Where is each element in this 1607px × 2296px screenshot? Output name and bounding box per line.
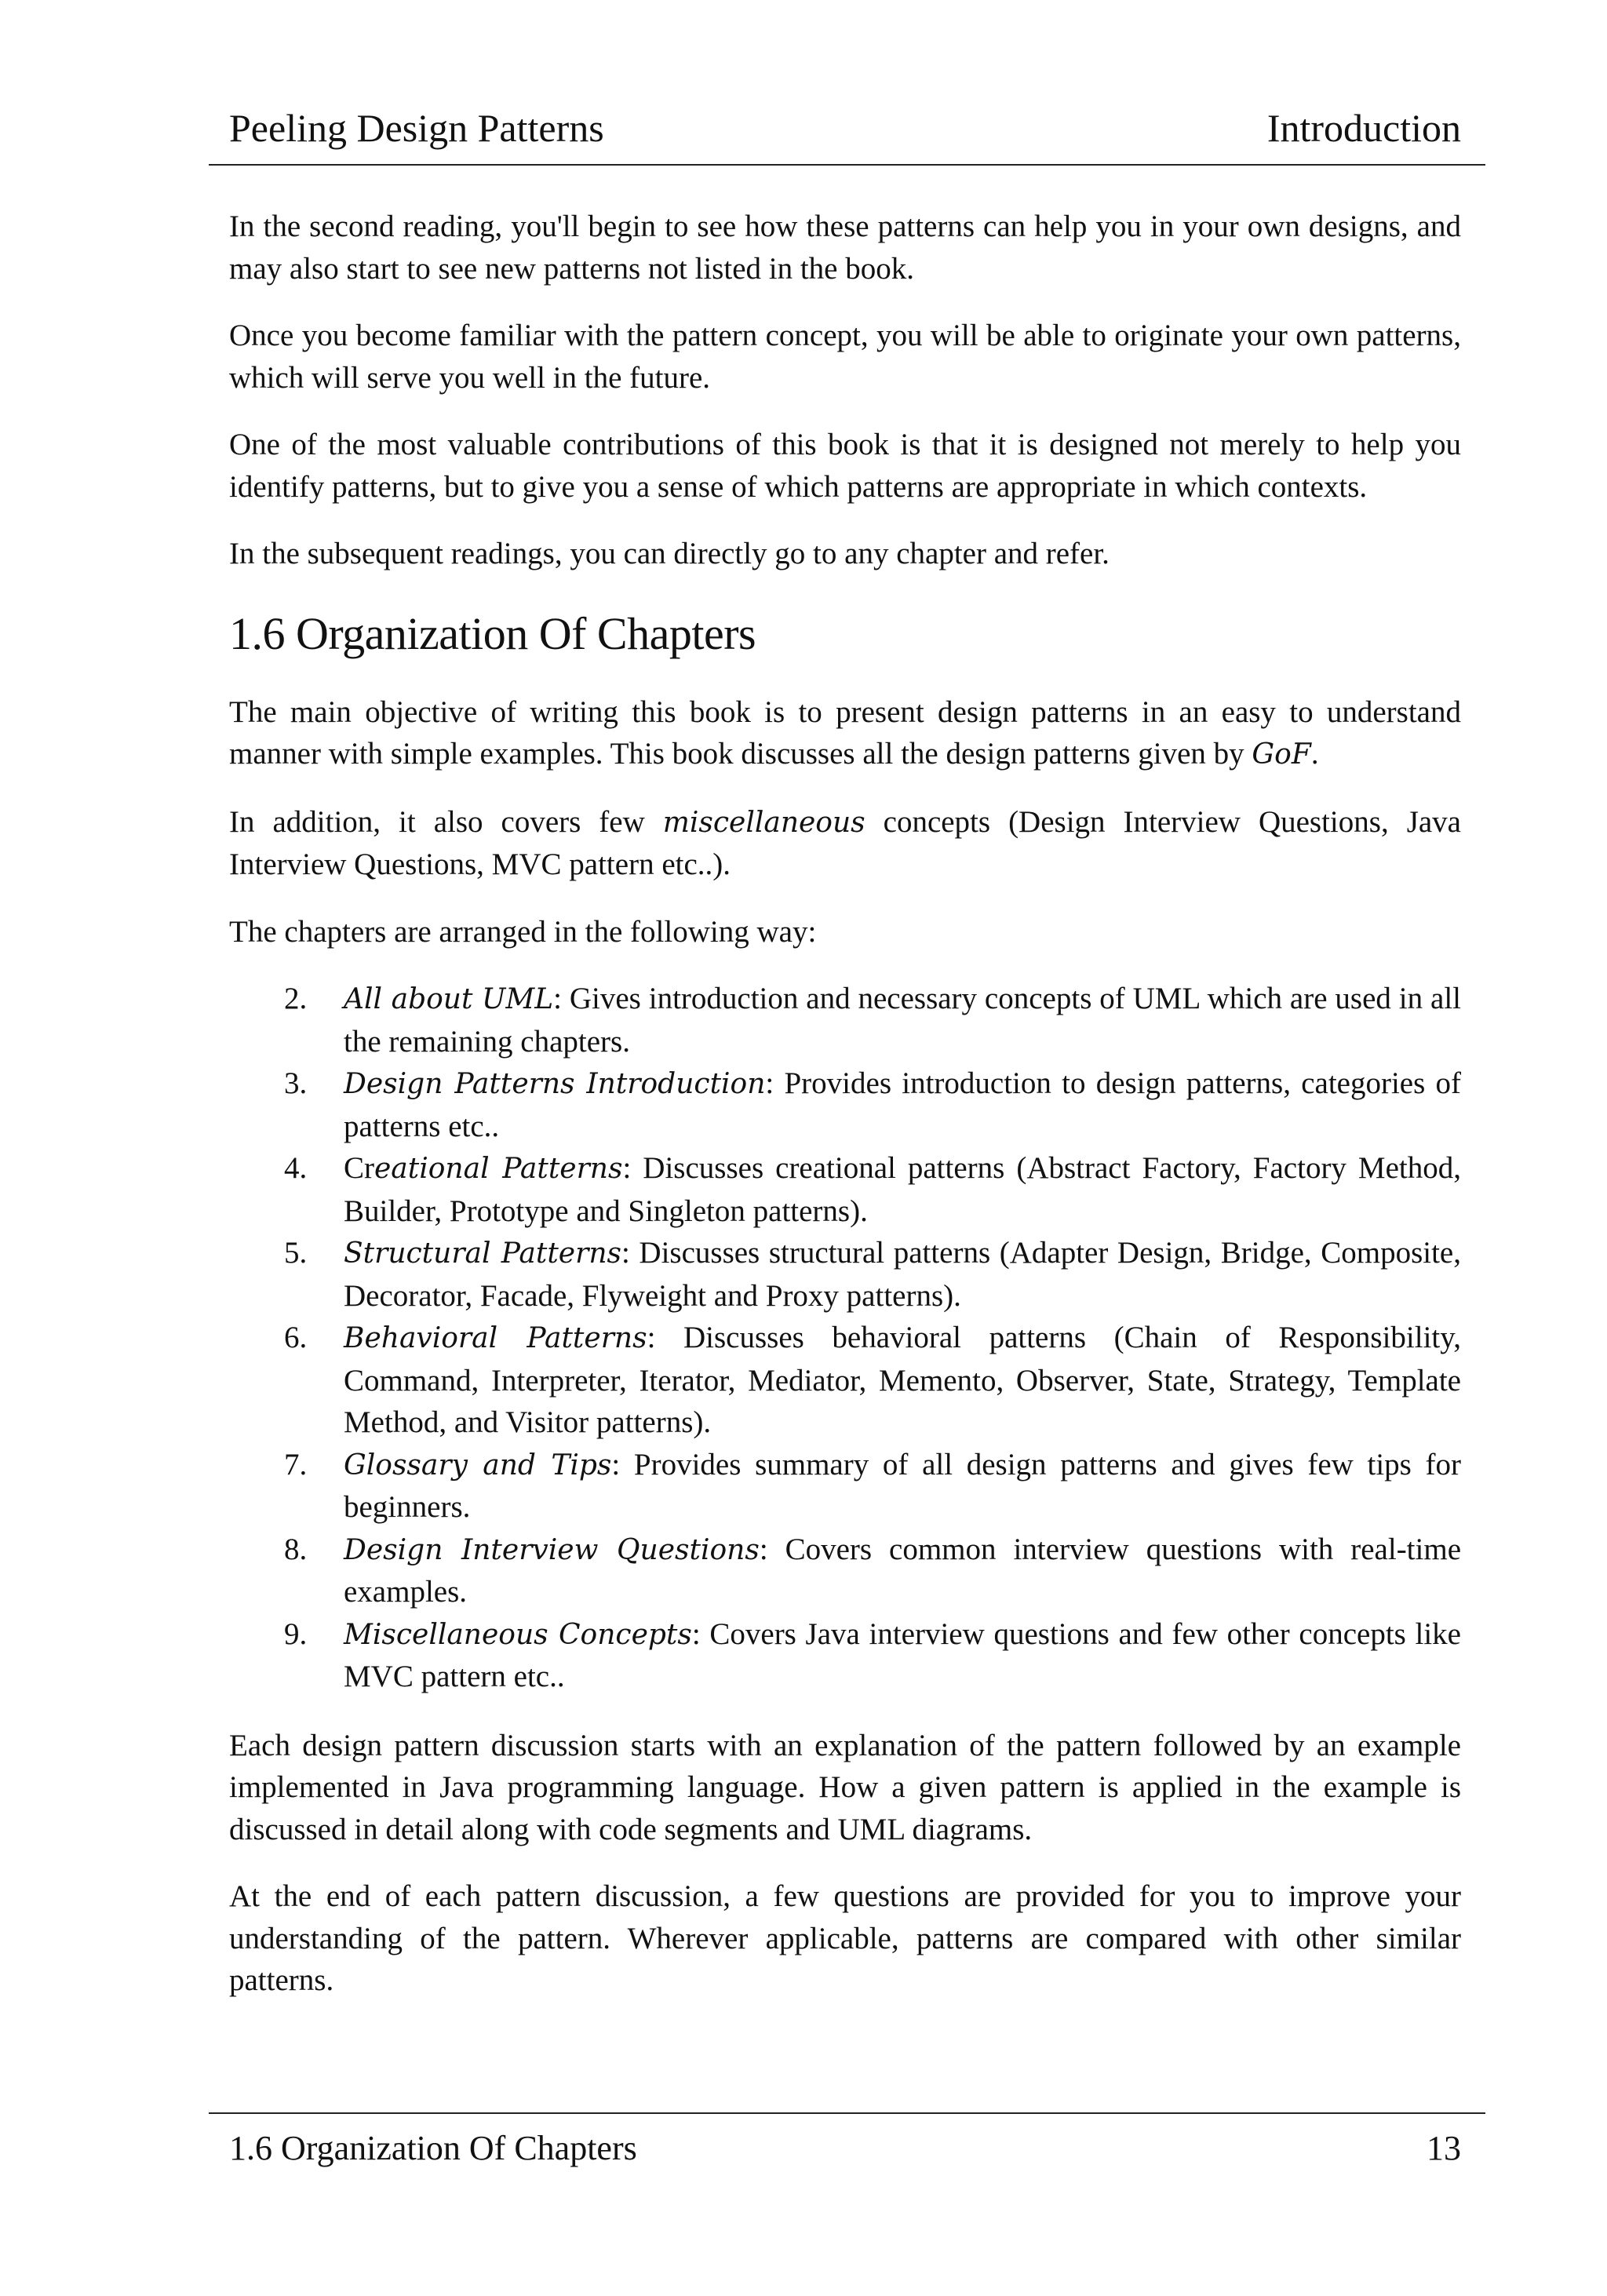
paragraph-text: In addition, it also covers few [229, 804, 663, 839]
list-item-desc: : Gives introduction and necessary concepts of UML which are used in all the remaining chapters. [344, 982, 1461, 1059]
list-item-desc: : Provides summary of all design patterns and gives few tips for beginners. [344, 1447, 1461, 1524]
running-footer [229, 2123, 1461, 2174]
emphasis-gof: GoF [1252, 738, 1311, 771]
list-item-number: 8. [284, 1532, 308, 1566]
section-heading [229, 607, 1461, 661]
footer-divider [209, 2112, 1485, 2114]
footer-section-label: 1.6 Organization Of Chapters [229, 2129, 637, 2167]
list-item-name: Behavioral Patterns [344, 1322, 647, 1354]
section-number: 1.6 [229, 607, 285, 659]
paragraph: One of the most valuable contributions of this book is that it is designed not merely to help you identify patterns, but to give you a sense of which patterns are appropriate in which contexts. [229, 428, 1461, 504]
list-item [229, 978, 1461, 1062]
list-item-desc: : Provides introduction to design patterns, categories of patterns etc.. [344, 1066, 1462, 1143]
list-item-number: 7. [284, 1447, 308, 1481]
list-item [229, 1232, 1461, 1317]
list-item-number: 5. [284, 1236, 308, 1270]
list-item-desc: : Covers Java interview questions and few other concepts like MVC pattern etc.. [344, 1616, 1461, 1693]
page-body [229, 206, 1461, 2027]
list-item-name: Design Interview Questions [344, 1533, 760, 1566]
list-item-name: Glossary and Tips [344, 1449, 612, 1481]
list-item-number: 2. [284, 982, 308, 1015]
list-item-name: Structural Patterns [344, 1237, 621, 1270]
paragraph: Once you become familiar with the pattern concept, you will be able to originate your own patterns, which will serve you well in the future. [229, 319, 1461, 395]
list-item-desc: : Discusses behavioral patterns (Chain of Responsibility, Command, Interpreter, Iterator, Mediator, Memento, Observer, State, Strategy, Template Method, and Visitor patterns). [344, 1321, 1461, 1439]
list-item-number: 9. [284, 1616, 308, 1651]
list-intro: The chapters are arranged in the following way: [229, 914, 817, 949]
list-item-desc: : Discusses creational patterns (Abstract Factory, Factory Method, Builder, Prototype and Singleton patterns). [344, 1151, 1461, 1228]
section-title: Organization Of Chapters [296, 607, 756, 659]
list-item-number: 6. [284, 1321, 308, 1354]
list-item-name: Miscellaneous Concepts [344, 1618, 692, 1651]
header-divider [209, 164, 1485, 166]
paragraph [229, 691, 1461, 776]
paragraph: In the second reading, you'll begin to see how these patterns can help you in your own designs, and may also start to see new patterns not listed in the book. [229, 210, 1461, 286]
paragraph [229, 801, 1461, 886]
paragraph: At the end of each pattern discussion, a few questions are provided for you to improve your understanding of the pattern. Wherever applicable, patterns are compared with other similar patterns. [229, 1879, 1461, 1997]
paragraph-text: The main objective of writing this book is to present design patterns in an easy to understand manner with simple examples. This book discusses all the design patterns given by [229, 694, 1461, 771]
list-item-desc: : Discusses structural patterns (Adapter Design, Bridge, Composite, Decorator, Facade, Flyweight and Proxy patterns). [344, 1236, 1461, 1313]
list-item [229, 1529, 1461, 1613]
paragraph-text: concepts (Design Interview Questions, Java Interview Questions, MVC pattern etc..). [229, 804, 1461, 881]
list-item-name: Design Patterns Introduction [344, 1068, 766, 1100]
list-item-name: eational Patterns [374, 1153, 623, 1185]
header-book-title: Peeling Design Patterns [229, 106, 604, 150]
list-item-prefix: Cr [344, 1151, 374, 1185]
list-item-desc: : Covers common interview questions with real-time examples. [344, 1532, 1461, 1609]
header-chapter-title: Introduction [1266, 106, 1461, 150]
running-header [229, 100, 1461, 155]
list-item [229, 1613, 1461, 1698]
list-item [229, 1147, 1461, 1232]
list-item [229, 1317, 1461, 1444]
page-number: 13 [1427, 2129, 1461, 2167]
list-item-number: 3. [284, 1066, 308, 1100]
emphasis-miscellaneous: miscellaneous [662, 806, 865, 839]
list-item [229, 1444, 1461, 1529]
chapter-list [229, 978, 1461, 1698]
paragraph: In the subsequent readings, you can directly go to any chapter and refer. [229, 537, 1110, 570]
list-item-name: All about UML [344, 983, 554, 1015]
paragraph-text: . [1310, 737, 1319, 771]
list-item-number: 4. [284, 1151, 308, 1185]
paragraph: Each design pattern discussion starts with an explanation of the pattern followed by an example implemented in Java programming language. How a given pattern is applied in the example is discussed in detail along with code segments and UML diagrams. [229, 1728, 1461, 1846]
list-item [229, 1062, 1461, 1147]
